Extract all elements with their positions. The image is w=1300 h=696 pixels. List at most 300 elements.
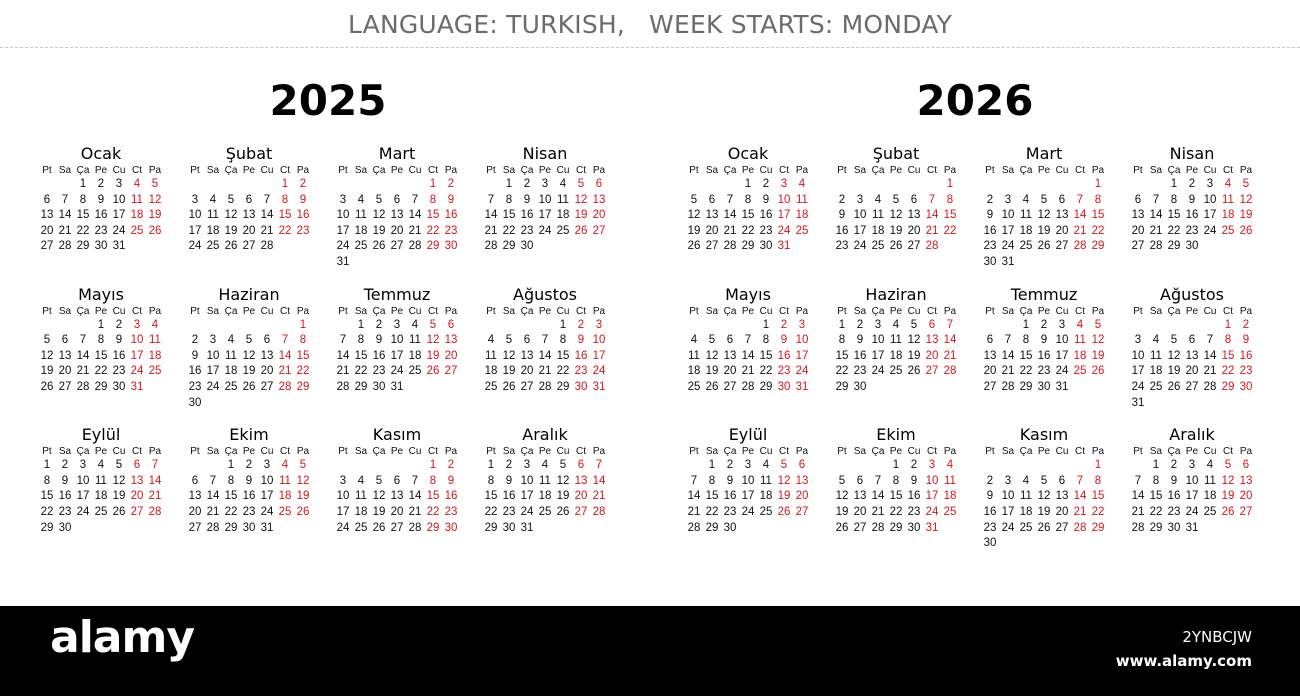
weekend-day: 19 — [1091, 349, 1105, 362]
weekday-label: Sa — [502, 165, 516, 176]
day: 20 — [58, 365, 72, 378]
weekday-label: Ça — [871, 165, 885, 176]
day: 5 — [690, 193, 698, 206]
month-day-grid — [1129, 164, 1255, 255]
weekday-label: Sa — [354, 165, 368, 176]
empty-day-cell — [370, 458, 388, 474]
day: 4 — [227, 334, 235, 347]
empty-day-cell — [500, 318, 518, 334]
empty-day-cell — [74, 318, 92, 334]
weekend-day: 15 — [1091, 209, 1105, 222]
empty-day-cell — [905, 177, 923, 193]
day: 10 — [76, 474, 90, 487]
day: 28 — [1131, 521, 1145, 534]
month-day-grid — [833, 164, 959, 255]
day: 30 — [983, 255, 997, 268]
empty-day-cell — [869, 177, 887, 193]
weekday-label: Ça — [871, 305, 885, 317]
day: 21 — [1149, 224, 1163, 237]
weekday-label: Ct — [927, 446, 937, 458]
day: 9 — [762, 193, 770, 206]
weekend-day: 23 — [296, 224, 310, 237]
weekend-day: 28 — [148, 505, 162, 518]
day: 11 — [207, 209, 219, 222]
month-day-grid — [1129, 445, 1255, 536]
weekday-label: Pt — [689, 165, 699, 176]
day: 5 — [245, 334, 253, 347]
day: 8 — [762, 334, 770, 347]
year-calendar-2026 — [685, 70, 1265, 580]
day: 6 — [1134, 193, 1142, 206]
day: 17 — [1185, 490, 1199, 503]
weekday-label: Pt — [338, 165, 348, 176]
month-day-grid — [334, 305, 460, 396]
day: 4 — [874, 193, 882, 206]
day: 2 — [115, 318, 123, 331]
empty-day-cell — [721, 177, 739, 193]
weekend-day: 11 — [944, 474, 956, 487]
weekday-label: Ça — [76, 446, 90, 458]
weekend-day: 26 — [777, 505, 791, 518]
day: 17 — [390, 349, 404, 362]
day: 14 — [76, 349, 90, 362]
day: 15 — [76, 209, 90, 222]
weekday-label: Ct — [428, 446, 438, 458]
weekend-day: 4 — [798, 178, 806, 190]
month-name: Eylül — [728, 425, 768, 445]
weekday-label: Sa — [354, 446, 368, 458]
day: 25 — [1019, 521, 1033, 534]
weekend-day: 19 — [296, 490, 310, 503]
weekday-label: Ct — [1075, 305, 1085, 317]
weekday-label: Pe — [390, 165, 404, 176]
month-block — [38, 285, 164, 412]
day: 16 — [372, 349, 386, 362]
weekday-label: Cu — [112, 165, 126, 176]
day: 28 — [741, 380, 755, 393]
day: 25 — [538, 505, 552, 518]
day: 3 — [339, 474, 347, 487]
weekday-label: Ça — [372, 305, 386, 317]
day: 24 — [520, 505, 534, 518]
weekend-day: 15 — [1221, 349, 1235, 362]
weekday-label: Cu — [408, 305, 422, 317]
day: 12 — [1167, 349, 1181, 362]
day: 16 — [853, 349, 867, 362]
day: 27 — [1055, 521, 1069, 534]
day: 28 — [1203, 380, 1217, 393]
day: 31 — [260, 521, 274, 534]
empty-day-cell — [334, 318, 352, 334]
empty-day-cell — [887, 177, 905, 193]
day: 23 — [983, 521, 997, 534]
week-start-label: WEEK STARTS: MONDAY — [649, 9, 953, 39]
weekend-day: 8 — [429, 474, 437, 487]
month-name: Nisan — [1169, 144, 1215, 163]
weekend-day: 25 — [1221, 224, 1235, 237]
weekend-day: 2 — [577, 318, 585, 331]
day: 22 — [484, 505, 498, 518]
weekend-day: 12 — [296, 474, 310, 487]
weekday-label: Ça — [76, 305, 90, 317]
month-day-grid — [981, 305, 1107, 396]
day: 15 — [484, 490, 498, 503]
weekday-label: Pe — [390, 446, 404, 458]
day: 8 — [357, 334, 365, 347]
empty-day-cell — [1147, 318, 1165, 334]
day: 17 — [1203, 209, 1217, 222]
day: 24 — [206, 380, 220, 393]
month-day-grid — [981, 445, 1107, 552]
empty-day-cell — [334, 177, 352, 193]
weekend-day: 1 — [1094, 459, 1102, 472]
day: 30 — [1167, 521, 1181, 534]
day: 16 — [1167, 490, 1181, 503]
day: 16 — [983, 505, 997, 518]
day: 2 — [1040, 318, 1048, 331]
empty-day-cell — [1129, 318, 1147, 334]
empty-day-cell — [703, 177, 721, 193]
month-day-grid — [482, 164, 608, 255]
month-day-grid — [685, 164, 811, 255]
day: 23 — [502, 505, 516, 518]
day: 14 — [58, 209, 72, 222]
weekday-label: Pt — [837, 305, 847, 317]
day: 1 — [838, 318, 846, 331]
day: 5 — [838, 474, 846, 487]
weekend-day: 30 — [444, 521, 458, 534]
month-day-grid — [186, 305, 312, 412]
day: 7 — [874, 474, 882, 487]
day: 6 — [856, 474, 864, 487]
empty-day-cell — [258, 177, 276, 193]
day: 27 — [705, 240, 719, 253]
weekend-day: 30 — [1239, 380, 1253, 393]
day: 5 — [505, 334, 513, 347]
weekday-label: Ça — [871, 446, 885, 458]
month-block — [482, 425, 608, 536]
weekend-day: 27 — [574, 505, 588, 518]
day: 10 — [1001, 209, 1015, 222]
day: 2 — [856, 318, 864, 331]
day: 9 — [856, 334, 864, 347]
weekday-label: Pe — [741, 165, 755, 176]
weekend-day: 24 — [795, 365, 809, 378]
weekday-label: Pe — [242, 446, 256, 458]
weekday-label: Pa — [592, 305, 606, 317]
weekday-label: Cu — [907, 446, 921, 458]
weekday-label: Cu — [1055, 165, 1069, 176]
day: 18 — [354, 224, 368, 237]
day: 5 — [708, 334, 716, 347]
weekend-day: 23 — [1239, 365, 1253, 378]
day: 1 — [505, 178, 513, 190]
day: 18 — [94, 490, 108, 503]
weekend-day: 8 — [299, 334, 307, 347]
month-day-grid — [981, 164, 1107, 271]
day: 17 — [76, 490, 90, 503]
weekday-label: Pt — [42, 165, 52, 176]
weekday-label: Cu — [556, 446, 570, 458]
day: 4 — [209, 193, 217, 206]
weekday-label: Cu — [1203, 165, 1217, 176]
month-block — [1129, 425, 1255, 552]
empty-day-cell — [999, 177, 1017, 193]
day: 19 — [502, 365, 516, 378]
weekday-label: Pe — [1185, 305, 1199, 317]
weekend-day: 7 — [1076, 193, 1084, 206]
month-day-grid — [38, 305, 164, 396]
day: 2 — [61, 459, 69, 472]
day: 7 — [744, 334, 752, 347]
weekday-label: Pa — [296, 446, 310, 458]
day: 12 — [907, 334, 921, 347]
weekend-day: 28 — [1073, 240, 1087, 253]
day: 5 — [227, 193, 235, 206]
day: 2 — [97, 178, 105, 190]
day: 11 — [688, 349, 700, 362]
day: 7 — [1004, 334, 1012, 347]
weekend-day: 7 — [946, 318, 954, 331]
empty-day-cell — [518, 318, 536, 334]
weekend-day: 18 — [130, 209, 144, 222]
weekend-day: 9 — [447, 474, 455, 487]
weekend-day: 11 — [1074, 334, 1086, 347]
empty-day-cell — [352, 177, 370, 193]
month-block — [833, 285, 959, 412]
day: 3 — [541, 178, 549, 190]
weekday-label: Ct — [779, 165, 789, 176]
day: 24 — [1203, 224, 1217, 237]
day: 18 — [556, 209, 570, 222]
empty-day-cell — [240, 318, 258, 334]
day: 30 — [242, 521, 256, 534]
day: 20 — [1185, 365, 1199, 378]
day: 30 — [759, 240, 773, 253]
weekend-day: 13 — [130, 474, 144, 487]
day: 7 — [411, 474, 419, 487]
day: 5 — [1170, 334, 1178, 347]
month-block — [334, 144, 460, 271]
day: 17 — [1055, 349, 1069, 362]
day: 9 — [505, 474, 513, 487]
day: 20 — [1131, 224, 1145, 237]
weekday-label: Pt — [689, 305, 699, 317]
weekend-day: 20 — [592, 209, 606, 222]
day: 12 — [1037, 490, 1051, 503]
day: 25 — [1019, 240, 1033, 253]
weekend-day: 14 — [943, 334, 957, 347]
day: 5 — [559, 459, 567, 472]
day: 19 — [1037, 224, 1051, 237]
weekend-day: 12 — [1221, 474, 1235, 487]
day: 10 — [390, 334, 404, 347]
weekday-label: Sa — [853, 165, 867, 176]
day: 19 — [907, 349, 921, 362]
day: 22 — [759, 365, 773, 378]
day: 14 — [871, 490, 885, 503]
day: 31 — [1001, 255, 1015, 268]
day: 12 — [889, 209, 903, 222]
empty-day-cell — [482, 177, 500, 193]
day: 16 — [759, 209, 773, 222]
weekday-label: Ça — [224, 305, 238, 317]
day: 3 — [1206, 178, 1214, 190]
month-name: Mart — [378, 144, 416, 163]
weekday-label: Pt — [1133, 305, 1143, 317]
weekday-label: Pt — [1133, 165, 1143, 176]
weekday-label: Pe — [94, 305, 108, 317]
weekday-label: Sa — [502, 446, 516, 458]
month-day-grid — [1129, 305, 1255, 412]
day: 10 — [1185, 474, 1199, 487]
day: 3 — [874, 318, 882, 331]
month-block — [38, 144, 164, 271]
weekday-label: Pa — [795, 446, 809, 458]
day: 20 — [390, 505, 404, 518]
weekend-day: 20 — [1239, 490, 1253, 503]
day: 20 — [390, 224, 404, 237]
weekday-label: Pa — [296, 165, 310, 176]
empty-day-cell — [833, 177, 851, 193]
day: 13 — [188, 490, 202, 503]
day: 4 — [1022, 474, 1030, 487]
day: 17 — [336, 224, 350, 237]
weekend-day: 5 — [1242, 178, 1250, 190]
day: 19 — [889, 224, 903, 237]
weekday-label: Pt — [837, 165, 847, 176]
empty-day-cell — [851, 458, 869, 474]
day: 20 — [40, 224, 54, 237]
day: 8 — [708, 474, 716, 487]
weekday-label: Ct — [132, 165, 142, 176]
day: 3 — [209, 334, 217, 347]
day: 31 — [112, 240, 126, 253]
day: 24 — [1055, 365, 1069, 378]
day: 17 — [1131, 365, 1145, 378]
weekday-label: Pt — [338, 446, 348, 458]
month-name: Temmuz — [1010, 284, 1078, 304]
weekday-label: Pe — [94, 446, 108, 458]
month-name: Ağustos — [513, 284, 577, 304]
day: 17 — [336, 505, 350, 518]
day: 8 — [838, 334, 846, 347]
weekend-day: 14 — [592, 474, 606, 487]
weekday-label: Cu — [260, 165, 274, 176]
weekday-label: Ça — [723, 165, 737, 176]
day: 15 — [741, 209, 755, 222]
day: 22 — [1167, 224, 1181, 237]
day: 14 — [408, 490, 422, 503]
day: 10 — [871, 334, 885, 347]
day: 21 — [408, 224, 422, 237]
day: 3 — [393, 318, 401, 331]
month-block — [685, 144, 811, 271]
day: 23 — [372, 365, 386, 378]
day: 27 — [723, 380, 737, 393]
year-calendar-2025 — [38, 70, 618, 580]
weekend-day: 23 — [444, 224, 458, 237]
month-name: Aralık — [1169, 425, 1215, 445]
day: 22 — [502, 224, 516, 237]
day: 2 — [375, 318, 383, 331]
day: 10 — [1001, 490, 1015, 503]
month-block — [186, 285, 312, 412]
day: 13 — [260, 349, 274, 362]
weekend-day: 4 — [151, 318, 159, 331]
month-block — [981, 144, 1107, 271]
day: 5 — [375, 474, 383, 487]
weekend-day: 30 — [574, 380, 588, 393]
weekend-day: 21 — [278, 365, 292, 378]
day: 16 — [502, 490, 516, 503]
day: 7 — [690, 474, 698, 487]
weekend-day: 26 — [148, 224, 162, 237]
empty-day-cell — [388, 177, 406, 193]
day: 28 — [58, 240, 72, 253]
day: 6 — [263, 334, 271, 347]
weekend-day: 10 — [925, 474, 939, 487]
day: 21 — [76, 365, 90, 378]
alamy-logo: alamy — [50, 612, 194, 663]
empty-day-cell — [923, 177, 941, 193]
day: 2 — [523, 178, 531, 190]
weekend-day: 19 — [1239, 209, 1253, 222]
weekend-day: 5 — [1094, 318, 1102, 331]
empty-day-cell — [685, 318, 703, 334]
day: 29 — [94, 380, 108, 393]
day: 9 — [1040, 334, 1048, 347]
day: 15 — [94, 349, 108, 362]
weekend-day: 1 — [299, 318, 307, 331]
day: 3 — [339, 193, 347, 206]
day: 4 — [1206, 459, 1214, 472]
day: 13 — [1055, 209, 1069, 222]
day: 9 — [726, 474, 734, 487]
day: 20 — [188, 505, 202, 518]
page-header — [0, 4, 1300, 44]
day: 5 — [1040, 474, 1048, 487]
day: 31 — [520, 521, 534, 534]
empty-day-cell — [1129, 177, 1147, 193]
day: 1 — [1022, 318, 1030, 331]
day: 5 — [892, 193, 900, 206]
empty-day-cell — [981, 458, 999, 474]
weekend-day: 3 — [780, 178, 788, 190]
weekend-day: 30 — [777, 380, 791, 393]
day: 27 — [390, 521, 404, 534]
weekend-day: 22 — [943, 224, 957, 237]
day: 26 — [1037, 240, 1051, 253]
weekend-day: 25 — [130, 224, 144, 237]
weekend-day: 20 — [574, 490, 588, 503]
weekday-label: Pt — [689, 446, 699, 458]
day: 12 — [835, 490, 849, 503]
weekday-label: Sa — [206, 165, 220, 176]
weekday-label: Cu — [759, 305, 773, 317]
day: 19 — [224, 224, 238, 237]
weekday-label: Pa — [1239, 305, 1253, 317]
day: 29 — [1149, 521, 1163, 534]
day: 6 — [986, 334, 994, 347]
weekday-label: Pt — [486, 446, 496, 458]
empty-day-cell — [1165, 318, 1183, 334]
weekend-day: 10 — [130, 334, 144, 347]
weekday-label: Pa — [444, 305, 458, 317]
day: 9 — [986, 209, 994, 222]
day: 24 — [390, 365, 404, 378]
weekday-label: Sa — [853, 305, 867, 317]
